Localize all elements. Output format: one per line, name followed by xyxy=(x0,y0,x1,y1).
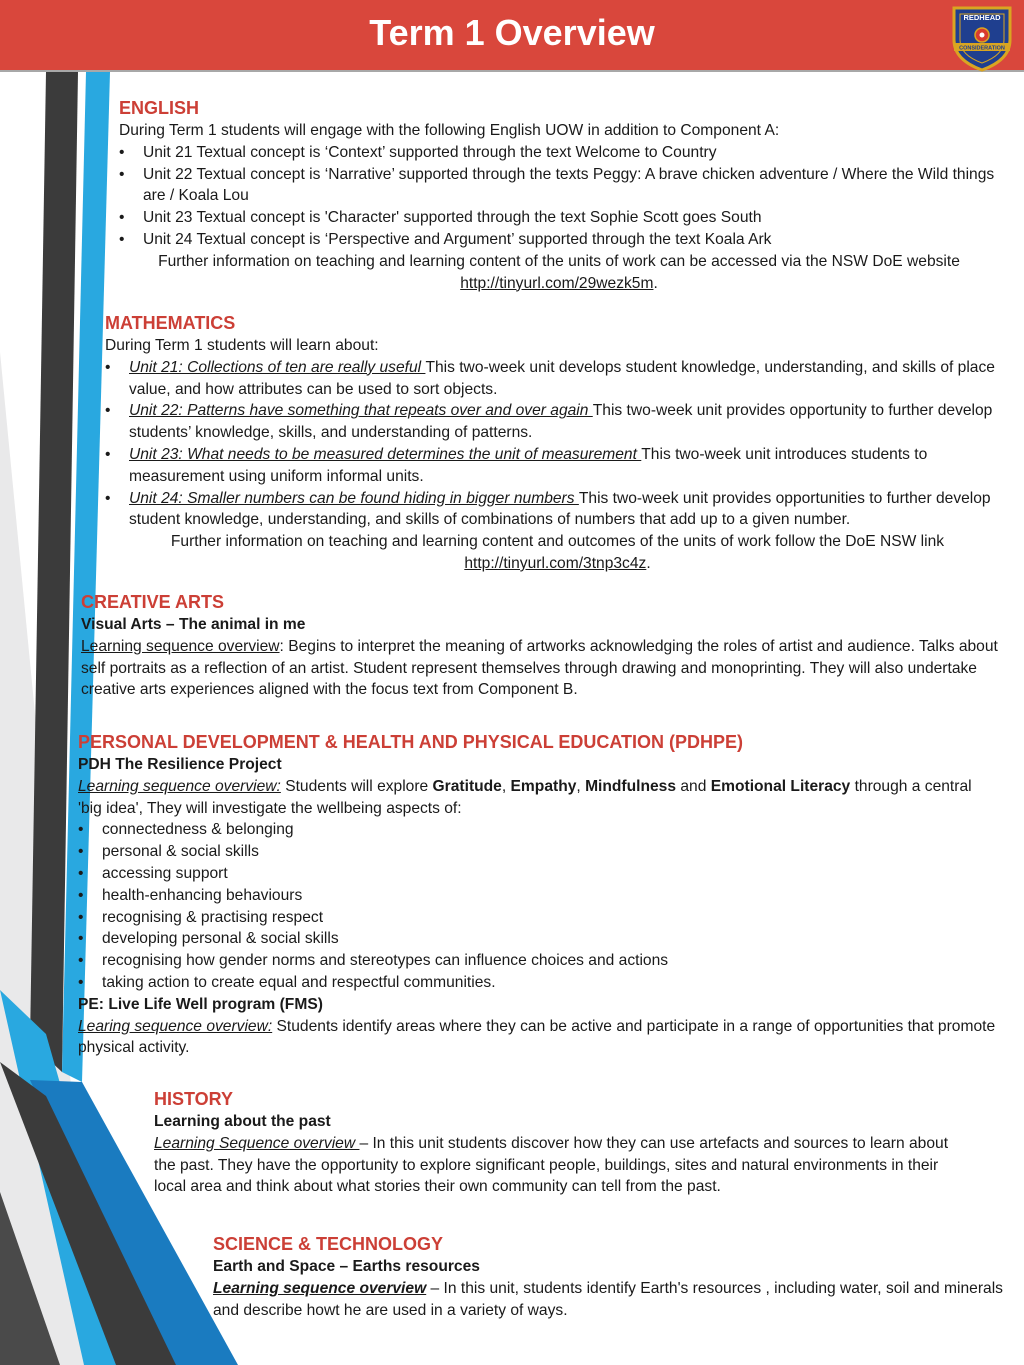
list-item xyxy=(105,357,1010,401)
school-crest-logo xyxy=(948,2,1016,72)
separator: and xyxy=(676,777,711,795)
math-doe-link[interactable]: http://tinyurl.com/3tnp3c4z xyxy=(464,554,647,572)
list-item: • recognising & practising respect xyxy=(78,907,998,929)
list-item: • taking action to create equal and respectful communities. xyxy=(78,972,998,994)
science-overview xyxy=(213,1278,1003,1322)
separator: , xyxy=(501,777,511,795)
overview-text: Students identify areas where they can be active and participate in a range of opportunities that promote physical activity. xyxy=(78,1017,996,1057)
list-item xyxy=(105,444,1010,488)
science-title: SCIENCE & TECHNOLOGY xyxy=(213,1234,444,1254)
pe-overview xyxy=(78,1016,998,1060)
math-link-suffix: . xyxy=(646,554,651,572)
list-item: • Unit 24 Textual concept is ‘Perspective and Argument’ supported through the text Koala Ark xyxy=(119,229,999,251)
header-banner xyxy=(0,0,1024,72)
english-link-suffix: . xyxy=(653,274,658,292)
science-section xyxy=(213,1232,1003,1321)
overview-text: – In this unit, students identify Earth's resources , including water, soil and minerals and describe howt he are used in a variety of ways. xyxy=(213,1279,1003,1319)
pdhpe-title: PERSONAL DEVELOPMENT & HEALTH AND PHYSICAL EDUCATION (PDHPE) xyxy=(78,732,744,752)
history-overview xyxy=(154,1133,974,1198)
math-unit-text: This two-week unit provides opportunity to further develop students’ knowledge, skills, and understanding of patterns. xyxy=(129,402,993,442)
math-unit-name: Unit 23: What needs to be measured determines the unit of measurement xyxy=(129,445,642,463)
creative-arts-subtitle: Visual Arts – The animal in me xyxy=(81,616,306,633)
pdhpe-overview xyxy=(78,776,998,820)
history-title: HISTORY xyxy=(154,1089,234,1109)
pdhpe-subtitle: PDH The Resilience Project xyxy=(78,756,282,773)
science-subtitle: Earth and Space – Earths resources xyxy=(213,1258,480,1275)
mathematics-units-list xyxy=(105,357,1010,531)
overview-label: Learing sequence overview: xyxy=(78,1017,273,1035)
math-unit-name: Unit 24: Smaller numbers can be found hiding in bigger numbers xyxy=(129,489,579,507)
overview-label: Learning sequence overview: xyxy=(78,777,281,795)
crest-band-text: CONSIDERATION xyxy=(959,45,1005,52)
english-intro: During Term 1 students will engage with the following English UOW in addition to Component A: xyxy=(119,122,780,139)
math-unit-name: Unit 22: Patterns have something that repeats over and over again xyxy=(129,402,593,420)
list-item: • Unit 22 Textual concept is ‘Narrative’ supported through the texts Peggy: A brave chicken adventure / Where the Wild things are / Koala Lou xyxy=(119,164,999,208)
overview-text: : Begins to interpret the meaning of artworks acknowledging the roles of artist and audience. Talks about self portraits as a reflection of an artist. Student represent themselves through drawing and monoprinting. They will also undertake creative arts experiences aligned with the focus text from Component B. xyxy=(81,637,998,699)
overview-label: Learning sequence overview xyxy=(213,1279,427,1297)
list-item xyxy=(105,400,1010,444)
mathematics-title: MATHEMATICS xyxy=(105,313,236,333)
wellbeing-aspects-list xyxy=(78,819,998,993)
math-unit-text: This two-week unit introduces students to measurement using uniform informal units. xyxy=(129,445,928,485)
overview-text: – In this unit students discover how they can use artefacts and sources to learn about the past. They have the opportunity to explore significant people, buildings, sites and natural environments in their local area and think about what stories their own community can tell from the past. xyxy=(154,1134,949,1196)
crest-top-text: REDHEAD xyxy=(963,13,1001,22)
list-item xyxy=(105,488,1010,532)
list-item: • Unit 21 Textual concept is ‘Context’ supported through the text Welcome to Country xyxy=(119,142,999,164)
english-further-info xyxy=(119,251,999,295)
history-subtitle: Learning about the past xyxy=(154,1113,331,1130)
pe-subtitle: PE: Live Life Well program (FMS) xyxy=(78,995,323,1013)
overview-label: Learning Sequence overview xyxy=(154,1134,360,1152)
list-item: • recognising how gender norms and stereotypes can influence choices and actions xyxy=(78,950,998,972)
history-section xyxy=(154,1087,974,1198)
mathematics-section xyxy=(105,311,1010,575)
math-further-text: Further information on teaching and learning content and outcomes of the units of work follow the DoE NSW link xyxy=(170,533,945,551)
separator: , xyxy=(576,777,586,795)
list-item: • accessing support xyxy=(78,863,998,885)
overview-text: through a central 'big idea', They will investigate the wellbeing aspects of: xyxy=(78,777,972,817)
creative-arts-section xyxy=(81,590,1001,701)
creative-arts-overview xyxy=(81,636,1001,701)
overview-label: Learning sequence overview xyxy=(81,637,280,655)
creative-arts-title: CREATIVE ARTS xyxy=(81,592,225,612)
english-title: ENGLISH xyxy=(119,98,200,118)
math-unit-name: Unit 21: Collections of ten are really useful xyxy=(129,358,426,376)
list-item: • Unit 23 Textual concept is 'Character' supported through the text Sophie Scott goes South xyxy=(119,207,999,229)
page-title: Term 1 Overview xyxy=(369,12,655,53)
math-further-info xyxy=(105,531,1010,575)
mathematics-intro: During Term 1 students will learn about: xyxy=(105,337,379,354)
keyword-empathy: Empathy xyxy=(510,777,577,795)
keyword-mindfulness: Mindfulness xyxy=(585,777,677,795)
english-units-list xyxy=(119,142,999,251)
list-item: • personal & social skills xyxy=(78,841,998,863)
math-unit-text: This two-week unit develops student knowledge, understanding, and skills of place value, and how attributes can be used to sort objects. xyxy=(129,358,995,398)
english-doe-link[interactable]: http://tinyurl.com/29wezk5m xyxy=(460,274,654,292)
pdhpe-section xyxy=(78,730,998,1059)
overview-text: Students will explore xyxy=(280,777,433,795)
english-section xyxy=(119,96,999,294)
english-further-text: Further information on teaching and learning content of the units of work can be accessed via the NSW DoE website xyxy=(158,252,960,270)
list-item: • developing personal & social skills xyxy=(78,928,998,950)
keyword-emotional-literacy: Emotional Literacy xyxy=(710,777,851,795)
math-unit-text: This two-week unit provides opportunities to further develop student knowledge, understanding, and skills of combinations of numbers that add up to a given number. xyxy=(129,489,991,529)
list-item: • connectedness & belonging xyxy=(78,819,998,841)
list-item: • health-enhancing behaviours xyxy=(78,885,998,907)
keyword-gratitude: Gratitude xyxy=(432,777,502,795)
